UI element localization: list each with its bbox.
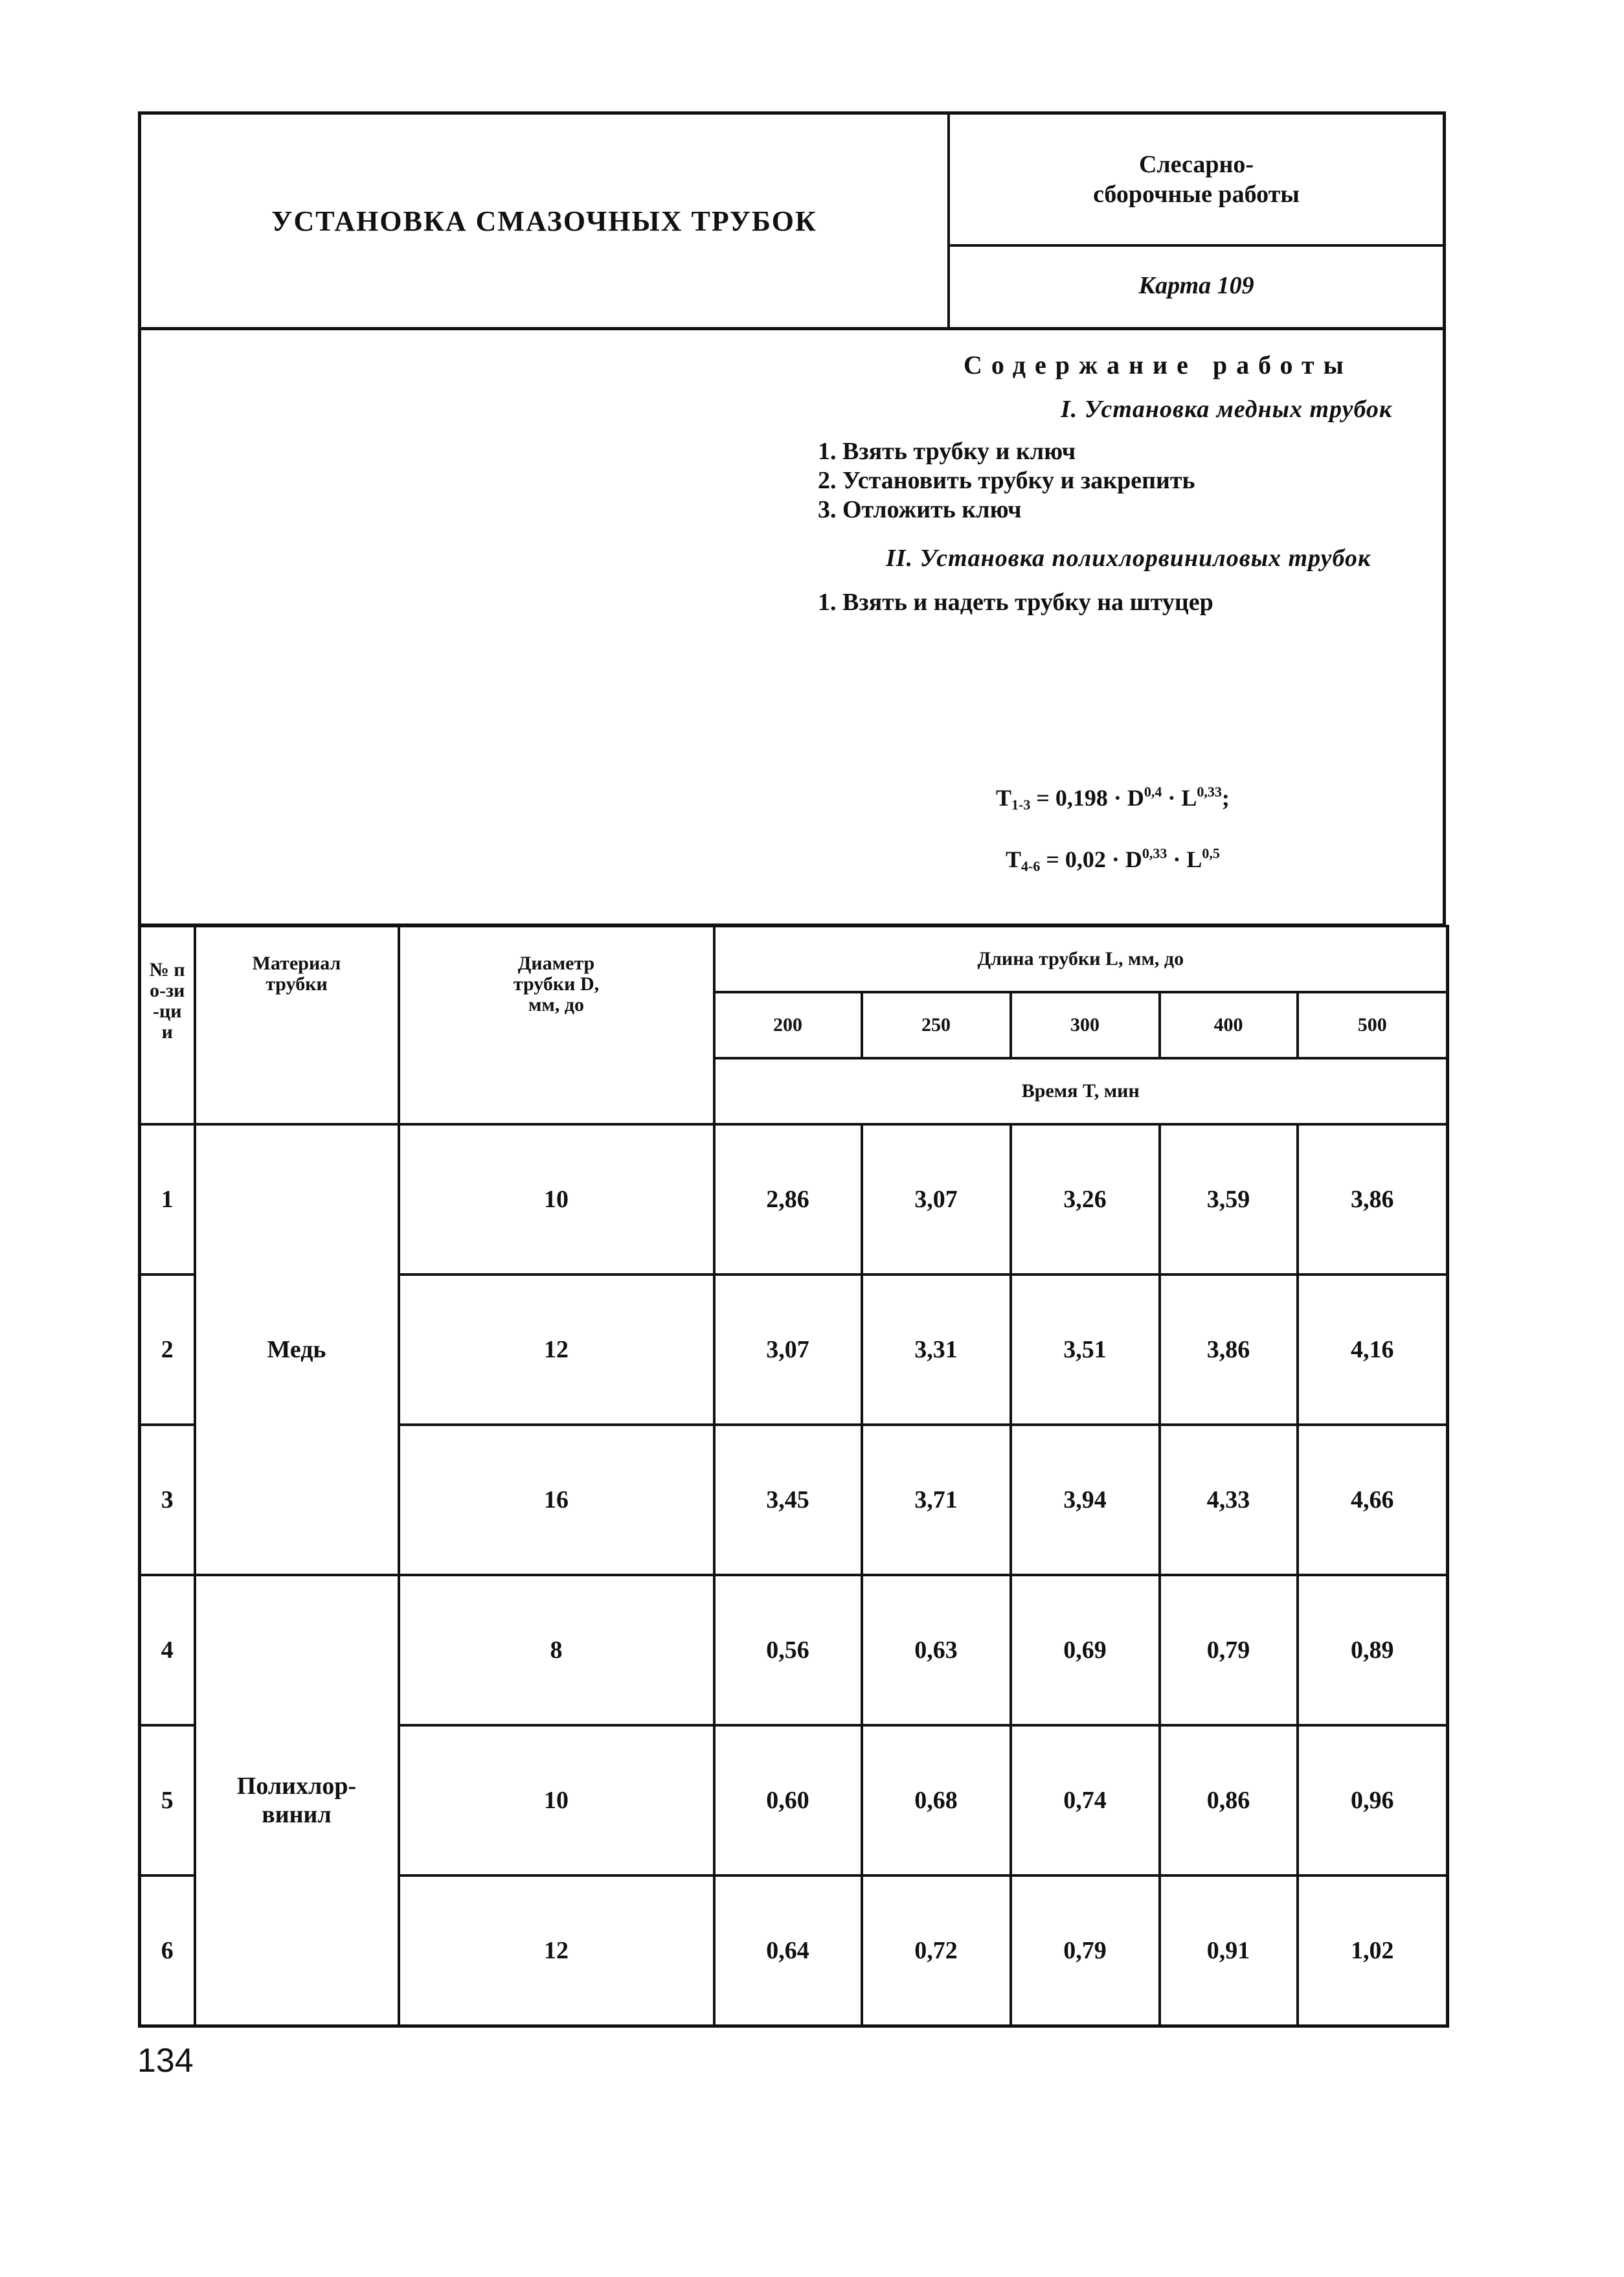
norm-table xyxy=(138,925,1449,2028)
time-cell: 0,79 xyxy=(1011,1875,1160,2026)
col-header-position: № по-зи-ции xyxy=(140,926,195,1124)
time-cell: 4,16 xyxy=(1298,1274,1448,1425)
time-cell: 3,51 xyxy=(1011,1274,1160,1425)
col-header-material: Материал трубки xyxy=(195,926,399,1124)
time-cell: 0,56 xyxy=(714,1575,862,1725)
diameter-cell: 12 xyxy=(399,1875,714,2026)
time-cell: 3,45 xyxy=(714,1425,862,1575)
length-value: 500 xyxy=(1298,992,1448,1058)
time-header: Время T, мин xyxy=(714,1058,1448,1124)
time-cell: 3,26 xyxy=(1011,1124,1160,1274)
diameter-cell: 10 xyxy=(399,1725,714,1875)
time-cell: 0,96 xyxy=(1298,1725,1448,1875)
time-cell: 3,71 xyxy=(862,1425,1011,1575)
time-cell: 3,86 xyxy=(1298,1124,1448,1274)
diameter-cell: 10 xyxy=(399,1124,714,1274)
time-cell: 2,86 xyxy=(714,1124,862,1274)
col-header-diameter: Диаметр трубки D, мм, до xyxy=(399,926,714,1124)
step-item: 1. Взять трубку и ключ xyxy=(818,438,1076,465)
length-value: 400 xyxy=(1160,992,1298,1058)
length-value: 300 xyxy=(1011,992,1160,1058)
time-cell: 0,63 xyxy=(862,1575,1011,1725)
time-cell: 3,94 xyxy=(1011,1425,1160,1575)
time-cell: 4,66 xyxy=(1298,1425,1448,1575)
step-item: 3. Отложить ключ xyxy=(818,496,1022,523)
time-cell: 4,33 xyxy=(1160,1425,1298,1575)
time-cell: 0,79 xyxy=(1160,1575,1298,1725)
position-cell: 6 xyxy=(140,1875,195,2026)
time-cell: 0,68 xyxy=(862,1725,1011,1875)
diameter-cell: 8 xyxy=(399,1575,714,1725)
table-row xyxy=(140,1124,1448,1274)
section-title-copper: I. Установка медных трубок xyxy=(1061,396,1393,423)
material-cell: Медь xyxy=(195,1124,399,1575)
diameter-cell: 16 xyxy=(399,1425,714,1575)
formula-2: $T_{4-6} = 0,02 \cdot D^{0,33} \cdot L^{0,5}$ xyxy=(1006,845,1220,874)
work-category xyxy=(950,115,1443,247)
diameter-cell: 12 xyxy=(399,1274,714,1425)
col-header-length: Длина трубки L, мм, до xyxy=(714,926,1448,992)
card-header xyxy=(138,111,1446,330)
time-cell: 0,72 xyxy=(862,1875,1011,2026)
position-cell: 2 xyxy=(140,1274,195,1425)
step-item: 1. Взять и надеть трубку на штуцер xyxy=(818,589,1213,616)
page-title: УСТАНОВКА СМАЗОЧНЫХ ТРУБОК xyxy=(271,205,817,237)
time-cell: 0,86 xyxy=(1160,1725,1298,1875)
time-cell: 3,07 xyxy=(714,1274,862,1425)
step-item: 2. Установить трубку и закрепить xyxy=(818,467,1195,494)
time-cell: 0,89 xyxy=(1298,1575,1448,1725)
position-cell: 1 xyxy=(140,1124,195,1274)
length-value: 200 xyxy=(714,992,862,1058)
time-cell: 0,64 xyxy=(714,1875,862,2026)
position-cell: 3 xyxy=(140,1425,195,1575)
work-content-section xyxy=(138,330,1446,926)
time-cell: 3,86 xyxy=(1160,1274,1298,1425)
position-cell: 4 xyxy=(140,1575,195,1725)
time-cell: 1,02 xyxy=(1298,1875,1448,2026)
time-cell: 3,07 xyxy=(862,1124,1011,1274)
section-title-pvc: II. Установка полихлорвиниловых трубок xyxy=(886,545,1371,572)
card-number: Карта 109 xyxy=(1138,272,1254,299)
time-cell: 0,60 xyxy=(714,1725,862,1875)
page-number: 134 xyxy=(137,2042,194,2079)
content-heading: Содержание работы xyxy=(964,350,1353,380)
length-value: 250 xyxy=(862,992,1011,1058)
time-cell: 0,74 xyxy=(1011,1725,1160,1875)
formula-1: $T_{1-3} = 0,198 \cdot D^{0,4} \cdot L^{0,33}$; xyxy=(996,784,1230,813)
time-cell: 0,69 xyxy=(1011,1575,1160,1725)
material-cell: Полихлор-винил xyxy=(195,1575,399,2026)
time-cell: 3,59 xyxy=(1160,1124,1298,1274)
table-row xyxy=(140,1575,1448,1725)
work-category-label: Слесарно-сборочные работы xyxy=(1093,151,1300,208)
time-cell: 0,91 xyxy=(1160,1875,1298,2026)
time-cell: 3,31 xyxy=(862,1274,1011,1425)
position-cell: 5 xyxy=(140,1725,195,1875)
header-info xyxy=(947,115,1443,327)
